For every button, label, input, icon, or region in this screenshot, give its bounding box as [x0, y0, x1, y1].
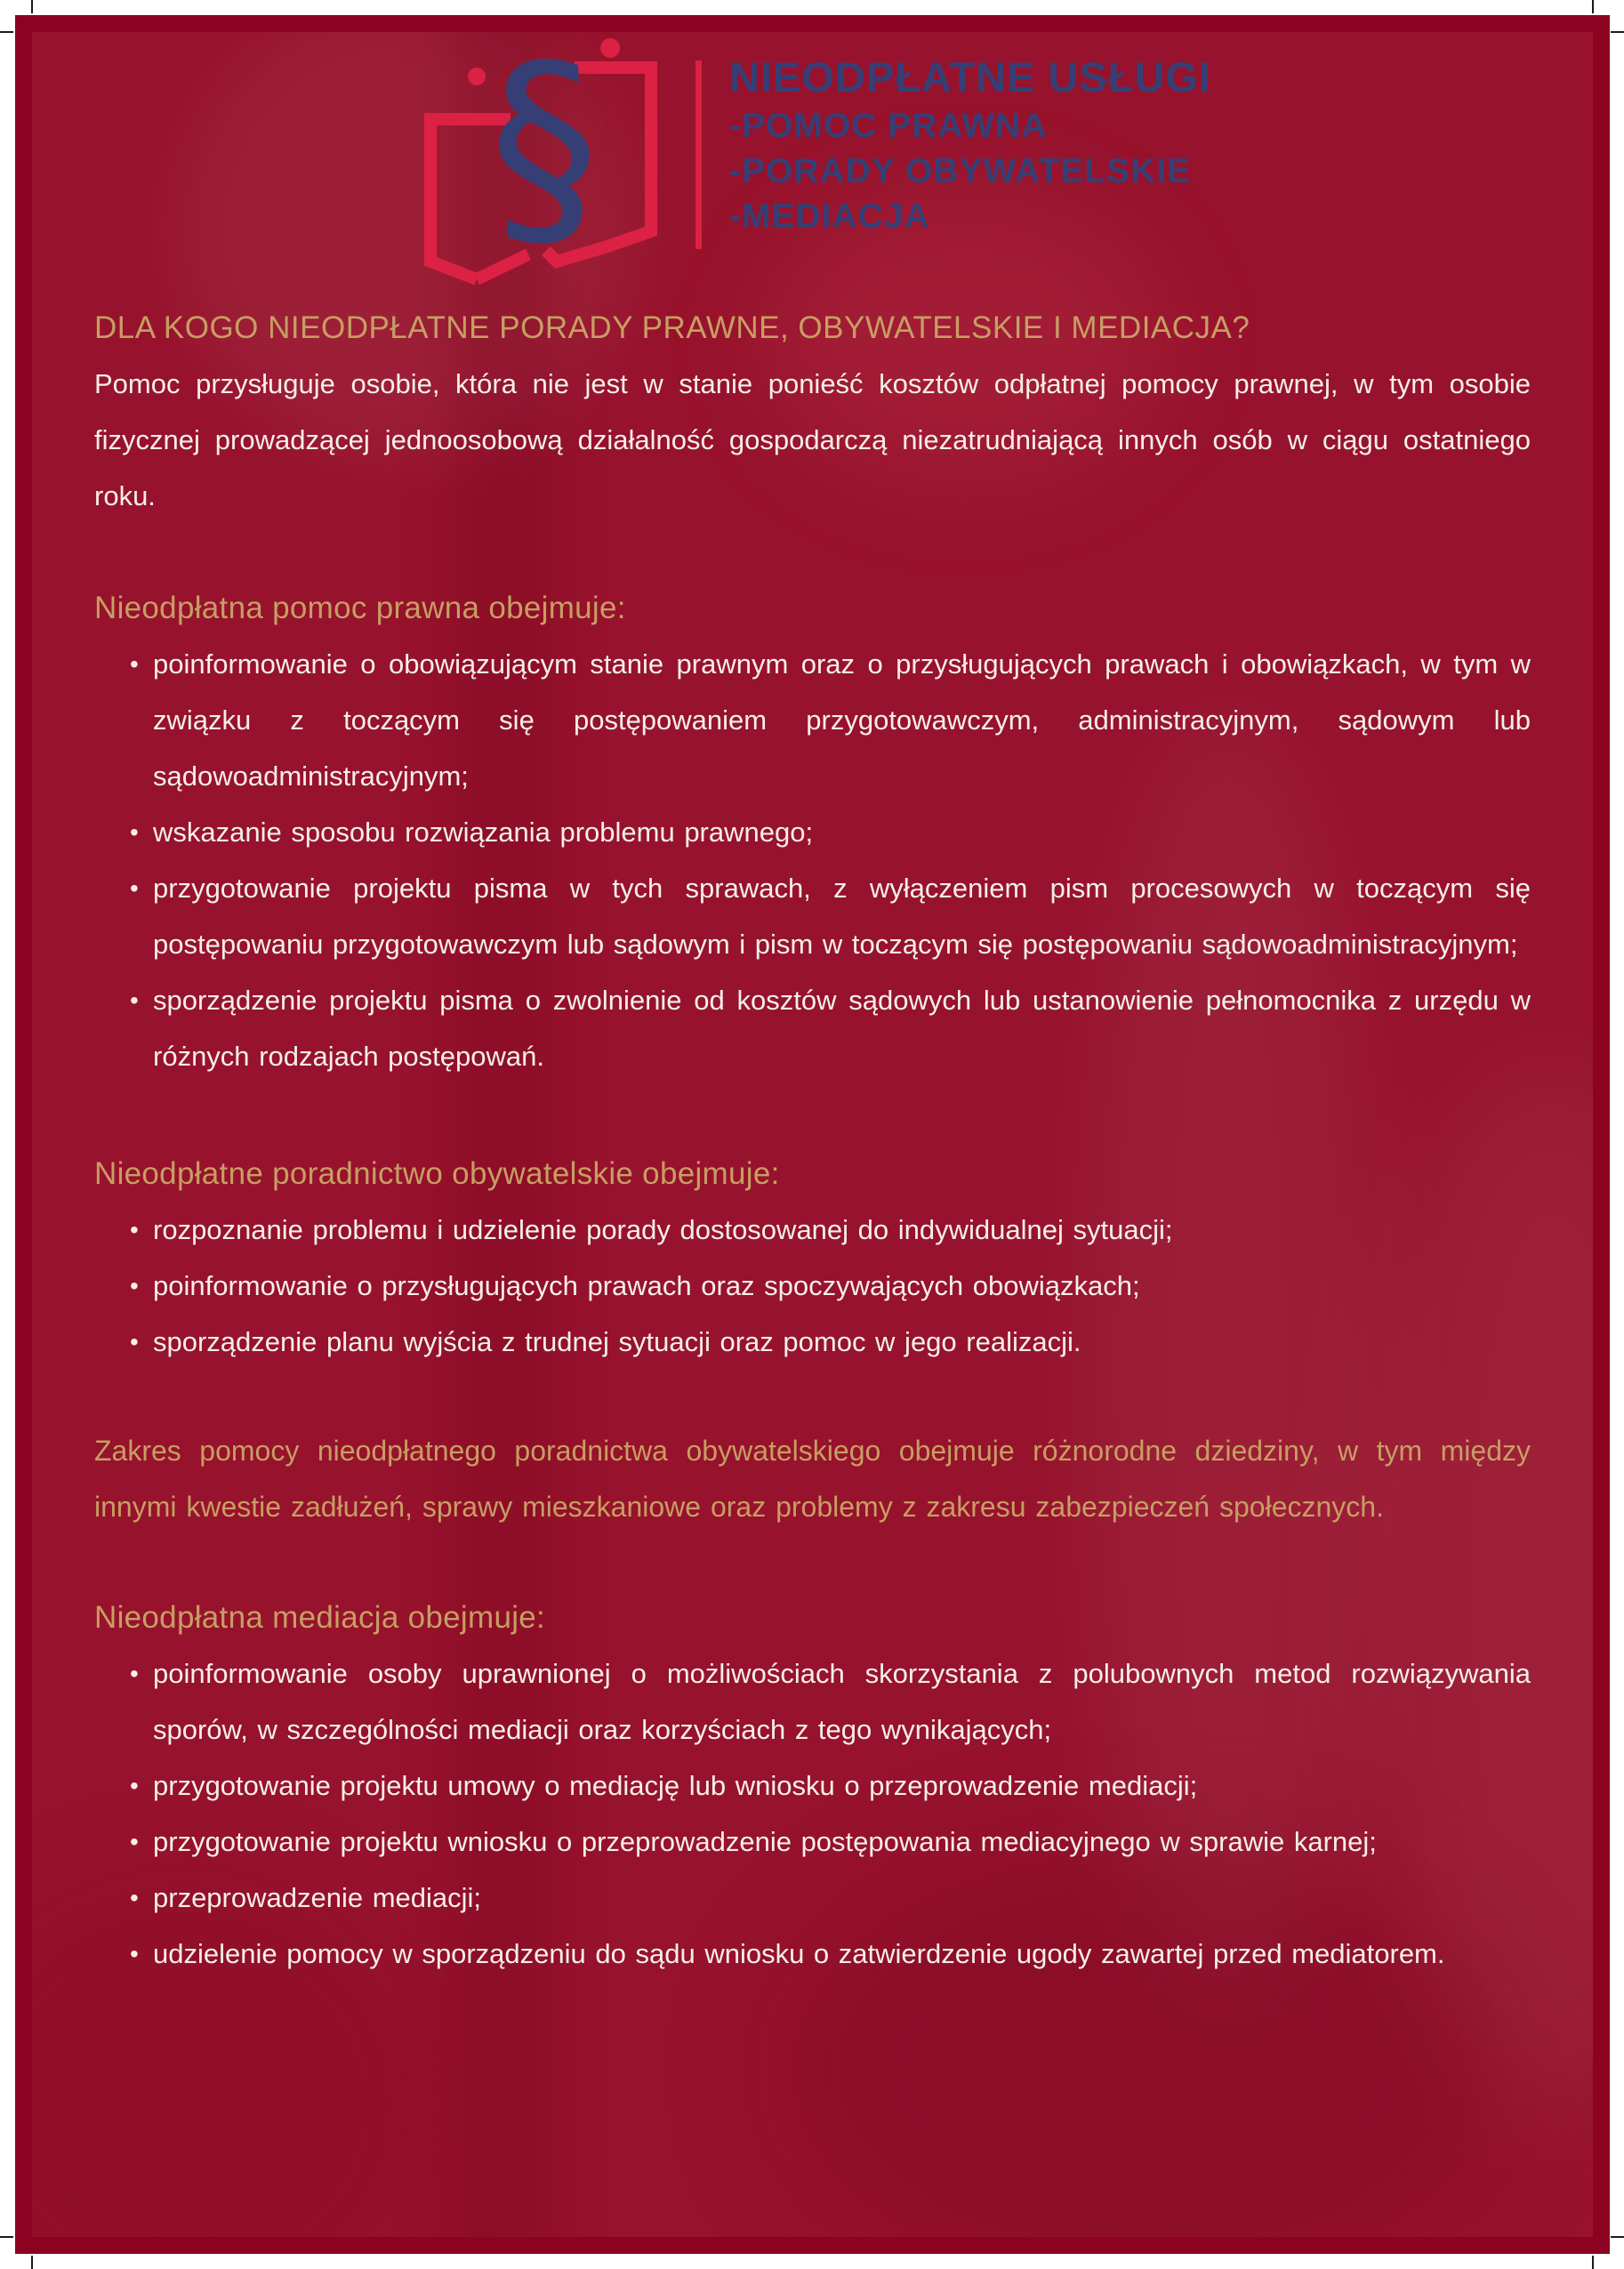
list-item: • sporządzenie projektu pisma o zwolnienie od kosztów sądowych lub ustanowienie pełnomocnika z urzędu w różnych rodzajach postępowań. — [94, 972, 1531, 1084]
list-item: • sporządzenie planu wyjścia z trudnej sytuacji oraz pomoc w jego realizacji. — [94, 1314, 1531, 1370]
crop-mark — [1611, 2236, 1624, 2238]
list-item: • przygotowanie projektu umowy o mediację lub wniosku o przeprowadzenie mediacji; — [94, 1758, 1531, 1814]
civic-counselling-list — [94, 1202, 1531, 1370]
list-item: • udzielenie pomocy w sporządzeniu do sądu wniosku o zatwierdzenie ugody zawartej przed mediatorem. — [94, 1926, 1531, 1982]
crop-mark — [31, 0, 33, 13]
brand-text-block — [729, 52, 1211, 239]
page-title: DLA KOGO NIEODPŁATNE PORADY PRAWNE, OBYWATELSKIE I MEDIACJA? — [94, 310, 1250, 345]
brand-service-mediation: -MEDIACJA — [729, 197, 930, 236]
poster-sheet — [32, 32, 1593, 2237]
crop-mark — [31, 2256, 33, 2269]
civic-scope-note: Zakres pomocy nieodpłatnego poradnictwa obywatelskiego obejmuje różnorodne dziedziny, w tym między innymi kwestie zadłużeń, sprawy mieszkaniowe oraz problemy z zakresu zabezpieczeń społecznych. — [94, 1435, 1531, 1523]
list-item: • poinformowanie o przysługujących prawach oraz spoczywających obowiązkach; — [94, 1258, 1531, 1314]
list-item: • przeprowadzenie mediacji; — [94, 1870, 1531, 1926]
list-item: • wskazanie sposobu rozwiązania problemu prawnego; — [94, 804, 1531, 860]
brand-service-legal: -POMOC PRAWNA — [729, 107, 1048, 145]
crop-mark — [1592, 0, 1594, 13]
paragraph-symbol: § — [489, 37, 599, 275]
crop-mark — [1611, 31, 1624, 33]
list-item: • przygotowanie projektu wniosku o przeprowadzenie postępowania mediacyjnego w sprawie karnej; — [94, 1814, 1531, 1870]
section-sign-open-book-logo-icon — [422, 37, 679, 295]
list-item: • poinformowanie o obowiązującym stanie prawnym oraz o przysługujących prawach i obowiązkach, w tym w związku z toczącym się postępowaniem przygotowawczym, administracyjnym, sądowym lub sądowoadministracyjnym; — [94, 636, 1531, 804]
mediation-list — [94, 1645, 1531, 1982]
poster-page — [15, 15, 1610, 2254]
crop-mark — [0, 2236, 13, 2238]
brand-service-civic: -PORADY OBYWATELSKIE — [729, 152, 1192, 190]
section-heading-mediation: Nieodpłatna mediacja obejmuje: — [94, 1600, 546, 1635]
brand-header — [94, 32, 1531, 297]
list-item: • rozpoznanie problemu i udzielenie porady dostosowanej do indywidualnej sytuacji; — [94, 1202, 1531, 1258]
list-item: • poinformowanie osoby uprawnionej o możliwościach skorzystania z polubownych metod rozwiązywania sporów, w szczególności mediacji oraz korzyściach z tego wynikających; — [94, 1645, 1531, 1758]
intro-paragraph: Pomoc przysługuje osobie, która nie jest w stanie ponieść kosztów odpłatnej pomocy prawnej, w tym osobie fizycznej prowadzącej jednoosobową działalność gospodarczą niezatrudniającą innych osób w ciągu ostatniego roku. — [94, 368, 1531, 511]
section-heading-legal-aid: Nieodpłatna pomoc prawna obejmuje: — [94, 591, 626, 625]
list-item: • przygotowanie projektu pisma w tych sprawach, z wyłączeniem pism procesowych w toczącym się postępowaniu przygotowawczym lub sądowym i pism w toczącym się postępowaniu sądowoadministracyjnym; — [94, 860, 1531, 972]
section-heading-civic-counselling: Nieodpłatne poradnictwo obywatelskie obejmuje: — [94, 1156, 780, 1191]
brand-divider — [695, 60, 702, 249]
brand-title: NIEODPŁATNE USŁUGI — [729, 53, 1211, 101]
legal-aid-list — [94, 636, 1531, 1084]
crop-mark — [1592, 2256, 1594, 2269]
crop-mark — [0, 31, 13, 33]
